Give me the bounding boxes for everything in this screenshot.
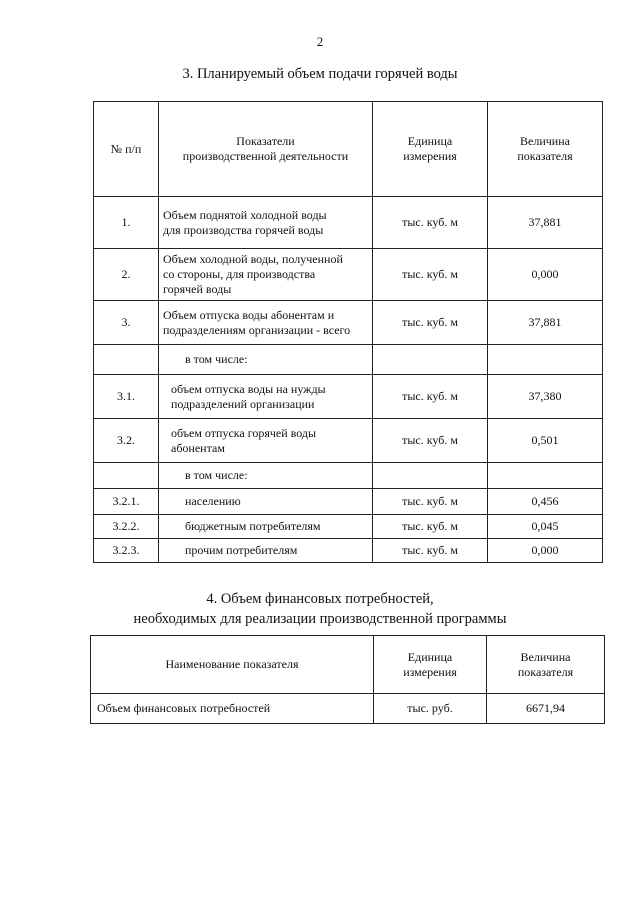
row-indicator [159,489,373,515]
row-indicator-line: объем отпуска воды на нужды [171,381,326,396]
row-num: 2. [94,249,159,301]
row-unit: тыс. куб. м [373,249,488,301]
header-name: Наименование показателя [91,636,374,694]
row-indicator-line: для производства горячей воды [163,222,324,237]
row-value: 0,456 [488,489,603,515]
header-unit [373,102,488,197]
row-indicator-line: Объем отпуска воды абонентам и [163,307,335,322]
row-unit: тыс. куб. м [373,375,488,419]
row-value: 0,045 [488,515,603,539]
table-row [94,249,603,301]
header-value-line2: показателя [517,149,573,163]
row-unit: тыс. руб. [374,694,487,724]
row-num: 3.1. [94,375,159,419]
row-indicator-line: прочим потребителям [185,543,298,557]
row-unit: тыс. куб. м [373,489,488,515]
row-unit: тыс. куб. м [373,539,488,563]
row-indicator-line: Объем холодной воды, полученной [163,252,343,266]
header-value-line1: Величина [520,649,571,664]
row-unit: тыс. куб. м [373,515,488,539]
row-num [94,345,159,375]
row-name: Объем финансовых потребностей [91,694,374,724]
row-value: 37,881 [488,197,603,249]
row-indicator-line: подразделениям организации - всего [163,322,351,337]
header-indicator-line2: производственной деятельности [182,149,349,163]
row-indicator [159,539,373,563]
section-3-title: 3. Планируемый объем подачи горячей воды [182,66,458,82]
row-value: 37,380 [488,375,603,419]
row-num: 3. [94,301,159,345]
row-num [94,463,159,489]
header-value-line2: показателя [517,664,574,679]
header-unit [374,636,487,694]
header-unit-line1: Единица [407,134,453,148]
row-num: 3.2.1. [94,489,159,515]
table-header-row [94,102,603,197]
row-indicator-line: горячей воды [163,282,232,296]
row-indicator [159,301,373,345]
row-indicator-line: объем отпуска горячей воды [171,425,317,440]
row-value: 0,501 [488,419,603,463]
table-row [94,489,603,515]
row-unit: тыс. куб. м [373,197,488,249]
header-indicator [159,102,373,197]
table-row [94,419,603,463]
header-unit-line2: измерения [403,664,457,679]
row-unit [373,463,488,489]
header-indicator-line1: Показатели [236,134,295,148]
row-indicator-line: подразделений организации [171,396,315,411]
row-indicator-line: в том числе: [185,468,248,482]
table-row [94,375,603,419]
row-indicator [159,249,373,301]
row-unit: тыс. куб. м [373,301,488,345]
row-num: 3.2.2. [94,515,159,539]
header-num: № п/п [94,102,159,197]
row-indicator-line: Объем поднятой холодной воды [163,207,327,222]
table-row [94,345,603,375]
section-4-title-line1: 4. Объем финансовых потребностей, [206,591,434,607]
section-4-title-line2: необходимых для реализации производственной программы [133,611,507,627]
header-unit-line1: Единица [407,649,453,664]
header-unit-line2: измерения [403,149,457,163]
row-value: 37,881 [488,301,603,345]
table-row [94,463,603,489]
section-4-title [0,589,640,629]
row-indicator-line: бюджетным потребителям [185,519,321,533]
row-indicator [159,419,373,463]
row-num: 3.2.3. [94,539,159,563]
row-value: 0,000 [488,249,603,301]
row-value: 6671,94 [487,694,605,724]
row-indicator [159,515,373,539]
row-indicator [159,375,373,419]
header-value [487,636,605,694]
row-indicator-line: в том числе: [185,352,248,366]
hot-water-table-body [94,197,603,563]
table-row [94,539,603,563]
row-value [488,345,603,375]
row-indicator [159,463,373,489]
row-value: 0,000 [488,539,603,563]
row-unit: тыс. куб. м [373,419,488,463]
header-value-line1: Величина [520,134,570,148]
table-row [91,694,605,724]
row-indicator [159,345,373,375]
table-header-row [91,636,605,694]
table-row [94,301,603,345]
row-value [488,463,603,489]
row-indicator [159,197,373,249]
row-unit [373,345,488,375]
financial-needs-table [90,635,605,724]
table-row [94,515,603,539]
hot-water-supply-table [93,101,603,563]
header-value [488,102,603,197]
row-indicator-line: абонентам [171,440,225,455]
page-number: 2 [316,34,324,49]
row-indicator-line: со стороны, для производства [163,267,316,281]
row-indicator-line: населению [185,494,241,508]
row-num: 1. [94,197,159,249]
row-num: 3.2. [94,419,159,463]
table-row [94,197,603,249]
